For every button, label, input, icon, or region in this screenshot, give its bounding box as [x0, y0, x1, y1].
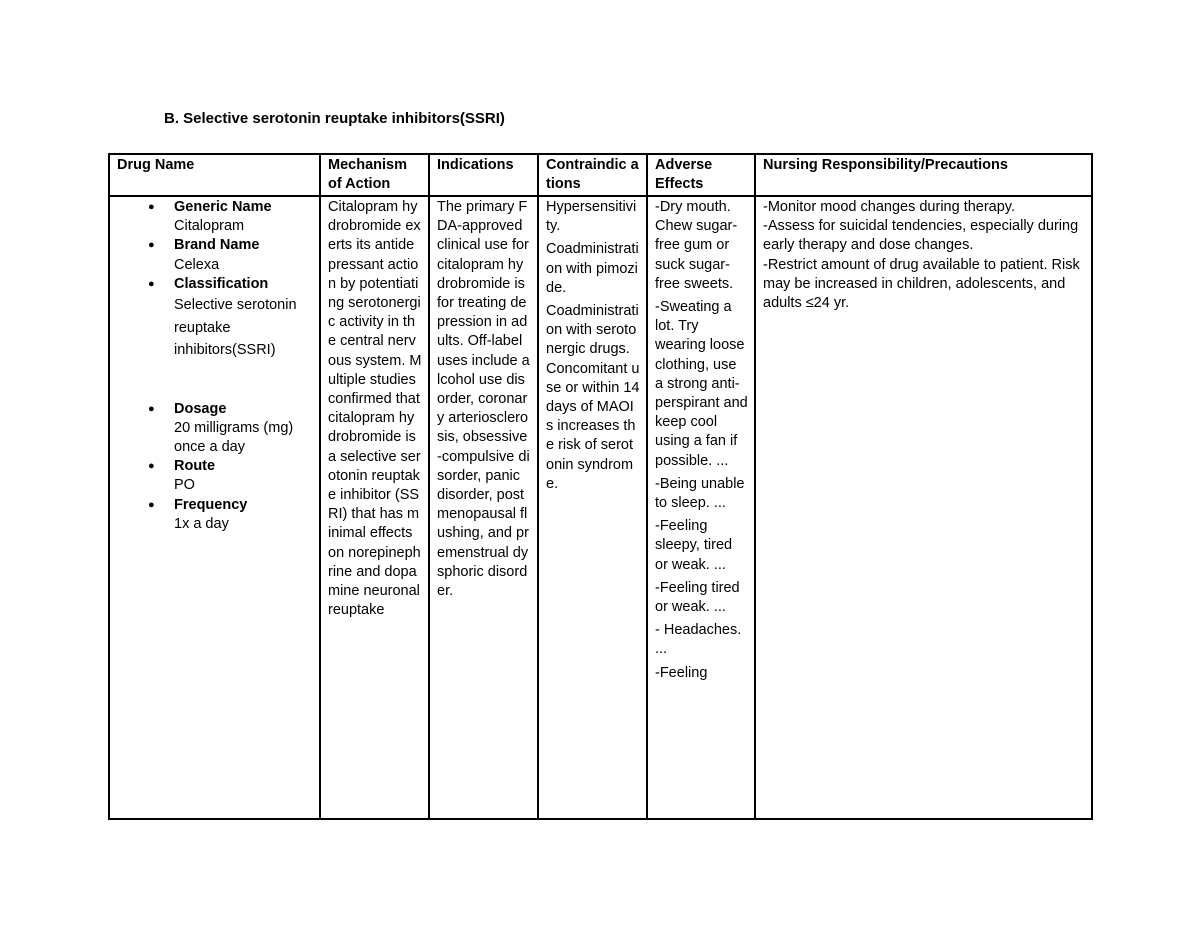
header-adverse-effects: Adverse Effects — [647, 154, 755, 196]
drug-details-list — [117, 198, 313, 534]
bullet-icon: ● — [148, 239, 155, 252]
bullet-icon: ● — [148, 498, 155, 511]
list-item-route — [117, 457, 313, 495]
list-item-brand-name — [117, 236, 313, 274]
adverse-effect-item: -Feeling — [655, 664, 708, 681]
adverse-effects-cell — [647, 196, 755, 819]
adverse-effect-item: -Sweating a lot. Try wearing loose clothing, use a strong anti-perspirant and keep cool using a fan if possible. ... — [655, 299, 748, 469]
adverse-effect-item: -Dry mouth. Chew sugar-free gum or suck sugar-free sweets. — [655, 199, 738, 292]
dosage-label: Dosage — [174, 400, 227, 417]
nursing-cell — [755, 196, 1092, 819]
indications-cell — [429, 196, 538, 819]
contraindication-item: Hypersensitivity. — [546, 199, 637, 235]
route-label: Route — [174, 458, 216, 475]
frequency-value: 1x a day — [174, 515, 229, 532]
list-item-generic-name — [117, 198, 313, 236]
header-contraindications: Contraindic ations — [538, 154, 647, 196]
section-heading: B. Selective serotonin reuptake inhibitors(SSRI) — [164, 110, 505, 127]
table-header-row — [109, 154, 1092, 196]
bullet-icon: ● — [148, 402, 155, 415]
bullet-icon: ● — [148, 201, 155, 213]
drug-name-cell — [109, 196, 320, 819]
generic-name-value: Citalopram — [174, 218, 245, 235]
nursing-item: -Assess for suicidal tendencies, especially during early therapy and dose changes. — [763, 218, 1079, 254]
adverse-effect-item: -Feeling sleepy, tired or weak. ... — [655, 518, 733, 573]
table-row — [109, 196, 1092, 819]
route-value: PO — [174, 477, 195, 494]
nursing-item: -Monitor mood changes during therapy. — [763, 199, 1016, 215]
dosage-value: 20 milligrams (mg) once a day — [174, 419, 294, 455]
frequency-label: Frequency — [174, 496, 248, 513]
indications-text: The primary FDA-approved clinical use for citalopram hydrobromide is for treating depression in adults. Off-label uses include alcohol use disorder, coronary arteriosclerosis, obsessive-compulsive disorder, panic disorder, postmenopausal flushing, and premenstrual dysphoric disorder. — [437, 199, 530, 600]
header-mechanism: Mechanism of Action — [320, 154, 429, 196]
bullet-icon: ● — [148, 277, 155, 290]
generic-name-label: Generic Name — [174, 199, 272, 215]
nursing-item: -Restrict amount of drug available to patient. Risk may be increased in children, adolescents, and adults ≤24 yr. — [763, 256, 1080, 312]
header-indications: Indications — [429, 154, 538, 196]
adverse-effect-item: -Feeling tired or weak. ... — [655, 579, 740, 616]
contraindication-item: Coadministration with pimozide. — [546, 241, 639, 296]
adverse-effect-item: - Headaches. ... — [655, 622, 742, 658]
contraindication-item: Coadministration with serotonergic drugs. Concomitant use or within 14 days of MAOIs increases the risk of serotonin syndrome. — [546, 303, 640, 492]
classification-value: Selective serotonin reuptake inhibitors(SSRI) — [174, 297, 297, 359]
contraindications-cell — [538, 196, 647, 819]
adverse-effect-item: -Being unable to sleep. ... — [655, 475, 745, 512]
list-item-dosage — [117, 400, 313, 458]
brand-name-label: Brand Name — [174, 237, 260, 254]
bullet-icon: ● — [148, 460, 155, 473]
brand-name-value: Celexa — [174, 256, 220, 273]
drug-table — [108, 153, 1093, 820]
mechanism-cell — [320, 196, 429, 819]
classification-label: Classification — [174, 275, 269, 292]
header-drug-name: Drug Name — [109, 154, 320, 196]
list-item-classification — [117, 275, 313, 362]
list-item-frequency — [117, 496, 313, 534]
mechanism-text: Citalopram hydrobromide exerts its antidepressant action by potentiating serotonergic activity in the central nervous system. Multiple studies confirmed that citalopram hydrobromide is a selective serotonin reuptake inhibitor (SSRI) that has minimal effects on norepinephrine and dopamine neuronal reuptake — [328, 199, 422, 619]
header-nursing: Nursing Responsibility/Precautions — [755, 154, 1092, 196]
